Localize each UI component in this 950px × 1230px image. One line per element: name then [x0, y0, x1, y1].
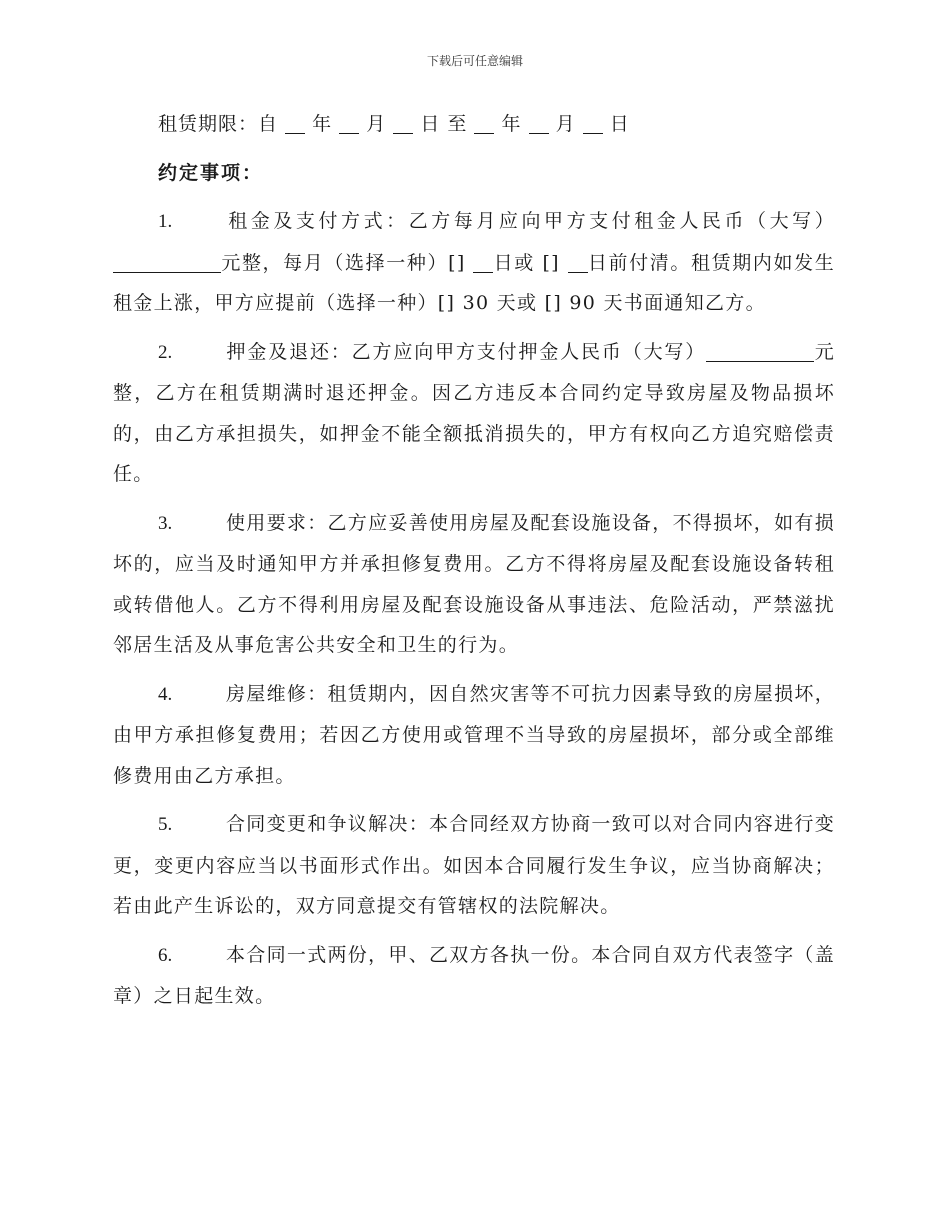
end-year-label: 年: [501, 113, 522, 135]
end-month-label: 月: [555, 113, 576, 135]
blank-pay-day-2: [568, 250, 588, 273]
clause-number: 4.: [158, 683, 173, 705]
clause-number: 5.: [158, 814, 173, 835]
blank-deposit-amount: [706, 339, 814, 362]
clause-deposit: [113, 332, 835, 495]
lease-term-label: 租赁期限：自: [158, 113, 279, 135]
clause-maintenance: [113, 674, 835, 797]
blank-start-day: [393, 111, 413, 134]
blank-start-month: [339, 111, 359, 134]
clause-text: 房屋维修：租赁期内，因自然灾害等不可抗力因素导致的房屋损坏，由甲方承担修复费用；若因乙方使用或管理不当导致的房屋损坏，部分或全部维修费用由乙方承担。: [113, 682, 836, 787]
clause-text: 押金及退还：乙方应向甲方支付押金人民币（大写）: [226, 340, 707, 363]
end-day-label: 日: [609, 113, 630, 135]
blank-end-day: [583, 111, 603, 134]
clause-number: 2.: [158, 341, 173, 363]
contract-body: [113, 104, 835, 1017]
blank-rent-amount: [113, 250, 221, 273]
agreed-matters-heading: 约定事项：: [158, 161, 264, 184]
clause-text: 元整，乙方在租赁期满时退还押金。因乙方违反本合同约定导致房屋及物品损坏的，由乙方承担损失，如押金不能全额抵消损失的，甲方有权向乙方追究赔偿责任。: [113, 340, 835, 485]
clause-text: 元整，每月（选择一种）[]: [221, 251, 466, 274]
blank-pay-day-1: [473, 250, 493, 273]
start-month-label: 月: [366, 113, 387, 135]
clause-text: 日或 []: [493, 251, 560, 274]
blank-end-year: [474, 111, 494, 134]
page-header: 下载后可任意编辑: [426, 54, 523, 68]
clause-number: 6.: [158, 944, 173, 966]
clause-text: 使用要求：乙方应妥善使用房屋及配套设施设备，不得损坏，如有损坏的，应当及时通知甲方并承担修复费用。乙方不得将房屋及配套设施设备转租或转借他人。乙方不得利用房屋及配套设施设备从事违法、危险活动，严禁滋扰邻居生活及从事危害公共安全和卫生的行为。: [113, 511, 836, 656]
clause-number: 1.: [158, 211, 173, 232]
clause-text: 日前付清。租赁期内如发生租金上涨，甲方应提前（选择一种）[] 30 天或 [] 90 天书面通知乙方。: [113, 251, 836, 314]
lease-term-line: [113, 104, 835, 145]
blank-end-month: [529, 111, 549, 134]
clause-text: 租金及支付方式：乙方每月应向甲方支付租金人民币（大写）: [226, 210, 835, 232]
clause-usage-requirements: [113, 503, 835, 666]
start-year-label: 年: [312, 113, 333, 135]
clause-text: 本合同一式两份，甲、乙双方各执一份。本合同自双方代表签字（盖章）之日起生效。: [113, 943, 836, 1007]
clause-amendment-disputes: [113, 804, 835, 927]
clause-copies-effect: [113, 935, 835, 1017]
blank-start-year: [285, 111, 305, 134]
clause-text: 合同变更和争议解决：本合同经双方协商一致可以对合同内容进行变更，变更内容应当以书面形式作出。如因本合同履行发生争议，应当协商解决；若由此产生诉讼的，双方同意提交有管辖权的法院解决。: [113, 813, 836, 917]
clause-number: 3.: [158, 512, 173, 534]
clause-rent-payment: [113, 201, 835, 324]
start-day-label: 日 至: [420, 113, 468, 135]
